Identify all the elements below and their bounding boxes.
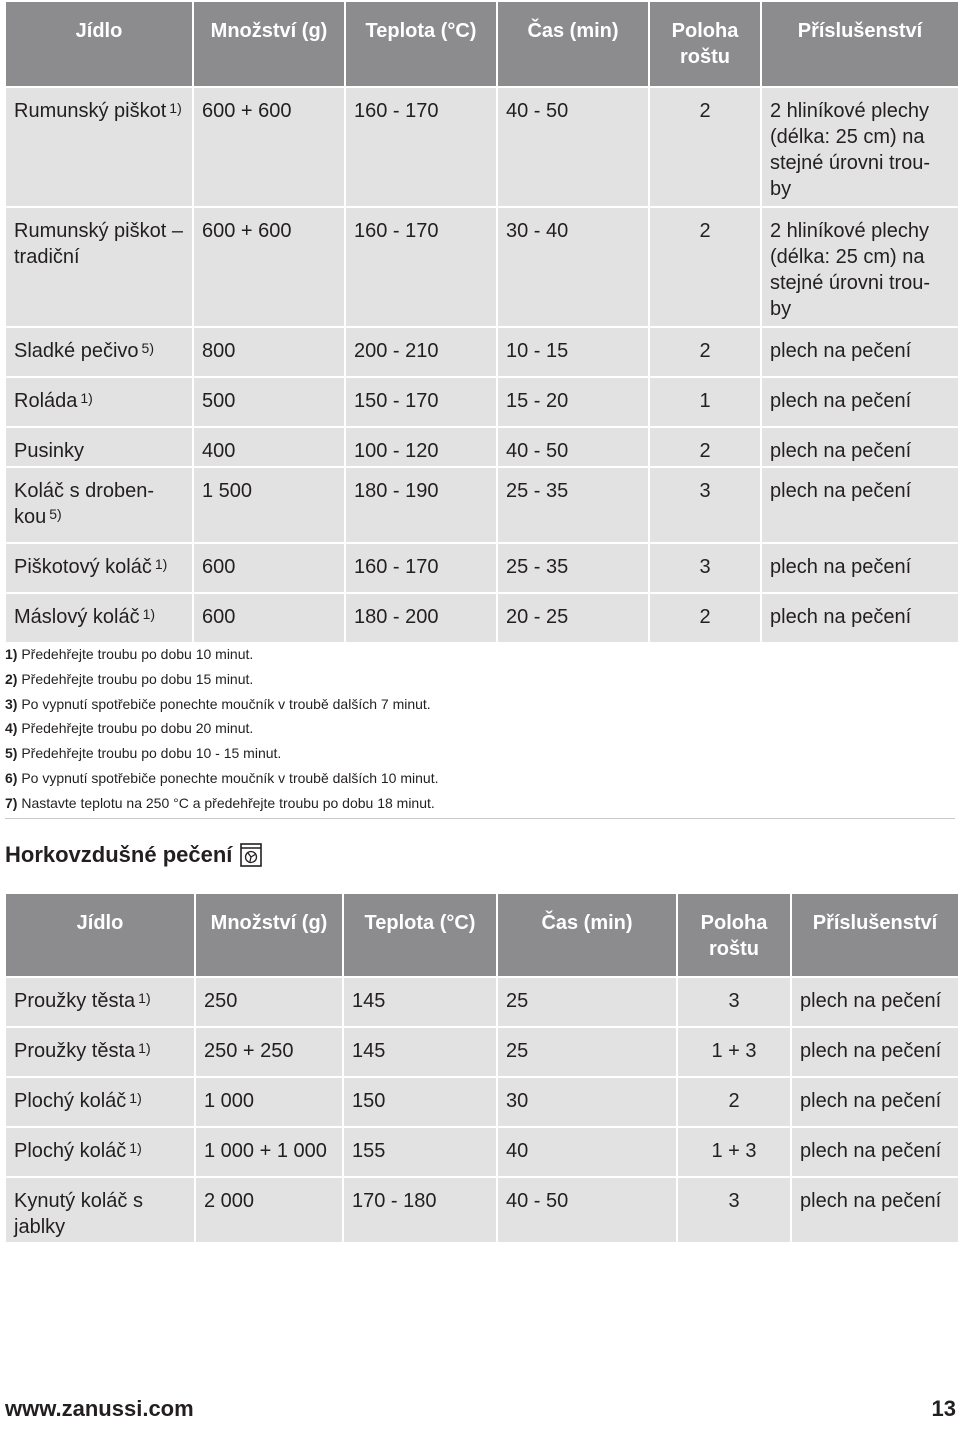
header-time: Čas (min) xyxy=(498,894,676,976)
food-cell xyxy=(6,206,192,326)
temperature-cell-text: 180 - 190 xyxy=(354,480,439,502)
footnote-ref: 1) xyxy=(129,1140,142,1156)
footer-url: www.zanussi.com xyxy=(5,1396,194,1421)
accessory-cell xyxy=(762,86,958,206)
footnote-text: Předehřejte troubu po dobu 15 minut. xyxy=(21,670,254,687)
food-cell-text: Plochý koláč xyxy=(14,1140,127,1162)
amount-cell xyxy=(194,592,344,642)
page-number: 13 xyxy=(931,1396,956,1421)
time-cell-text: 40 xyxy=(506,1140,529,1162)
time-cell xyxy=(498,976,676,1026)
shelf-position-cell xyxy=(678,976,790,1026)
amount-cell xyxy=(194,466,344,542)
temperature-cell-text: 145 xyxy=(352,1040,386,1062)
footnote-ref: 5) xyxy=(49,506,62,522)
food-cell xyxy=(6,592,192,642)
table-row xyxy=(6,1076,958,1126)
temperature-cell-text: 200 - 210 xyxy=(354,340,439,362)
shelf-position-cell xyxy=(650,376,760,426)
time-cell xyxy=(498,466,648,542)
footnote-mark: 1) xyxy=(5,646,18,662)
food-cell-text: Roláda xyxy=(14,390,78,412)
shelf-position-cell xyxy=(650,206,760,326)
time-cell xyxy=(498,1026,676,1076)
footnote-mark: 3) xyxy=(5,695,18,712)
temperature-cell-text: 170 - 180 xyxy=(352,1190,437,1212)
section-heading xyxy=(5,842,262,868)
temperature-cell-text: 180 - 200 xyxy=(354,606,439,628)
accessory-cell xyxy=(792,1176,958,1242)
temperature-cell-text: 160 - 170 xyxy=(354,100,439,122)
footnote-mark: 7) xyxy=(5,794,18,811)
header-shelf-position: Poloha roštu xyxy=(678,894,790,976)
header-accessory: Příslušenství xyxy=(762,2,958,86)
shelf-position-cell-text: 2 xyxy=(699,340,711,362)
temperature-cell-text: 150 - 170 xyxy=(354,390,439,412)
amount-cell-text: 1 500 xyxy=(202,480,253,502)
accessory-cell xyxy=(792,1026,958,1076)
footnote-ref: 1) xyxy=(142,606,156,622)
amount-cell xyxy=(196,976,342,1026)
table-header-row xyxy=(6,2,958,86)
food-cell-text: Koláč s droben-kou xyxy=(14,480,155,528)
time-cell-text: 40 - 50 xyxy=(506,100,569,122)
temperature-cell xyxy=(346,326,496,376)
amount-cell xyxy=(196,1076,342,1126)
temperature-cell xyxy=(346,86,496,206)
header-shelf-position: Poloha roštu xyxy=(650,2,760,86)
table-row xyxy=(6,466,958,542)
footnote-ref: 1) xyxy=(80,390,93,406)
amount-cell-text: 500 xyxy=(202,390,236,412)
amount-cell-text: 1 000 + 1 000 xyxy=(204,1140,327,1162)
amount-cell xyxy=(194,326,344,376)
shelf-position-cell-text: 1 + 3 xyxy=(711,1140,757,1162)
time-cell-text: 15 - 20 xyxy=(506,390,569,412)
food-cell-text: Sladké pečivo xyxy=(14,340,139,362)
table-row xyxy=(6,326,958,376)
time-cell xyxy=(498,206,648,326)
time-cell-text: 40 - 50 xyxy=(506,440,569,462)
food-cell-text: Pusinky xyxy=(14,440,85,462)
footnote-text: Předehřejte troubu po dobu 20 minut. xyxy=(21,720,254,737)
amount-cell-text: 1 000 xyxy=(204,1090,255,1112)
footnotes xyxy=(5,642,955,819)
food-cell xyxy=(6,326,192,376)
footnote xyxy=(5,692,955,717)
fan-oven-icon xyxy=(240,843,262,867)
baking-table-conventional xyxy=(4,2,960,642)
temperature-cell-text: 160 - 170 xyxy=(354,556,439,578)
header-amount: Množství (g) xyxy=(196,894,342,976)
accessory-cell xyxy=(762,326,958,376)
footnote xyxy=(5,667,955,692)
amount-cell xyxy=(196,1026,342,1076)
baking-table-fan xyxy=(4,894,960,1242)
shelf-position-cell xyxy=(650,542,760,592)
time-cell xyxy=(498,542,648,592)
temperature-cell-text: 100 - 120 xyxy=(354,440,439,462)
food-cell-text: Rumunský piškot – tradiční xyxy=(14,220,183,268)
footnote-ref: 5) xyxy=(141,340,154,356)
accessory-cell-text: plech na pečení xyxy=(800,990,942,1012)
shelf-position-cell xyxy=(650,466,760,542)
accessory-cell xyxy=(792,1126,958,1176)
shelf-position-cell xyxy=(650,426,760,466)
amount-cell-text: 250 xyxy=(204,990,238,1012)
table-row xyxy=(6,1026,958,1076)
accessory-cell-text: plech na pečení xyxy=(770,340,912,362)
temperature-cell xyxy=(346,376,496,426)
temperature-cell xyxy=(344,1176,496,1242)
shelf-position-cell xyxy=(650,86,760,206)
amount-cell-text: 600 xyxy=(202,606,236,628)
amount-cell-text: 800 xyxy=(202,340,236,362)
header-food: Jídlo xyxy=(6,2,192,86)
shelf-position-cell-text: 2 xyxy=(699,440,711,462)
food-cell-text: Máslový koláč xyxy=(14,606,140,628)
table-row xyxy=(6,1176,958,1242)
accessory-cell xyxy=(762,376,958,426)
footnote xyxy=(5,766,955,791)
time-cell-text: 25 xyxy=(506,990,529,1012)
footnote-text: Nastavte teplotu na 250 °C a předehřejte troubu po dobu 18 minut. xyxy=(21,794,435,811)
accessory-cell xyxy=(762,206,958,326)
accessory-cell xyxy=(762,592,958,642)
shelf-position-cell xyxy=(678,1176,790,1242)
accessory-cell-text: plech na pečení xyxy=(770,606,912,628)
food-cell-text: Proužky těsta xyxy=(14,1040,136,1062)
temperature-cell-text: 155 xyxy=(352,1140,386,1162)
section-title: Horkovzdušné pečení xyxy=(5,842,233,867)
footnote xyxy=(5,716,955,741)
time-cell-text: 30 - 40 xyxy=(506,220,569,242)
header-accessory: Příslušenství xyxy=(792,894,958,976)
amount-cell xyxy=(194,426,344,466)
accessory-cell-text: plech na pečení xyxy=(800,1040,942,1062)
shelf-position-cell xyxy=(678,1026,790,1076)
food-cell xyxy=(6,1176,194,1242)
accessory-cell xyxy=(762,466,958,542)
amount-cell-text: 600 xyxy=(202,556,236,578)
footnote-mark: 5) xyxy=(5,745,18,762)
shelf-position-cell-text: 1 + 3 xyxy=(711,1040,757,1062)
shelf-position-cell-text: 2 xyxy=(699,220,711,242)
time-cell xyxy=(498,326,648,376)
time-cell-text: 20 - 25 xyxy=(506,606,569,628)
amount-cell xyxy=(194,542,344,592)
footnote-ref: 1) xyxy=(169,100,182,116)
food-cell-text: Proužky těsta xyxy=(14,990,136,1012)
time-cell-text: 30 xyxy=(506,1090,529,1112)
accessory-cell-text: 2 hliníkové plechy (délka: 25 cm) na stejné úrovni trou-by xyxy=(770,220,931,320)
table-row xyxy=(6,426,958,466)
food-cell xyxy=(6,976,194,1026)
temperature-cell xyxy=(344,1126,496,1176)
shelf-position-cell-text: 3 xyxy=(699,480,711,502)
time-cell-text: 10 - 15 xyxy=(506,340,569,362)
shelf-position-cell-text: 2 xyxy=(728,1090,740,1112)
temperature-cell xyxy=(346,426,496,466)
shelf-position-cell-text: 2 xyxy=(699,606,711,628)
food-cell xyxy=(6,376,192,426)
time-cell xyxy=(498,376,648,426)
table-row xyxy=(6,86,958,206)
food-cell xyxy=(6,542,192,592)
footnote-ref: 1) xyxy=(138,1040,151,1056)
footnote-text: Po vypnutí spotřebiče ponechte moučník v troubě dalších 10 minut. xyxy=(21,769,439,786)
accessory-cell-text: plech na pečení xyxy=(800,1140,942,1162)
accessory-cell-text: plech na pečení xyxy=(800,1190,942,1212)
food-cell xyxy=(6,1126,194,1176)
temperature-cell xyxy=(346,542,496,592)
accessory-cell-text: plech na pečení xyxy=(770,480,912,502)
accessory-cell-text: plech na pečení xyxy=(770,390,912,412)
amount-cell xyxy=(194,206,344,326)
table-row xyxy=(6,976,958,1026)
footnote-mark: 6) xyxy=(5,769,18,786)
amount-cell-text: 250 + 250 xyxy=(204,1040,294,1062)
accessory-cell xyxy=(762,542,958,592)
header-amount: Množství (g) xyxy=(194,2,344,86)
footnote-text: Předehřejte troubu po dobu 10 - 15 minut. xyxy=(21,745,282,762)
food-cell xyxy=(6,1026,194,1076)
time-cell-text: 25 - 35 xyxy=(506,480,569,502)
accessory-cell xyxy=(792,1076,958,1126)
header-food: Jídlo xyxy=(6,894,194,976)
food-cell-text: Kynutý koláč s jablky xyxy=(14,1190,143,1238)
footnote xyxy=(5,791,955,816)
accessory-cell xyxy=(762,426,958,466)
footnote xyxy=(5,741,955,766)
footnote-text: Po vypnutí spotřebiče ponechte moučník v troubě dalších 7 minut. xyxy=(21,695,431,712)
food-cell-text: Rumunský piškot xyxy=(14,100,167,122)
amount-cell-text: 600 + 600 xyxy=(202,220,292,242)
temperature-cell xyxy=(346,206,496,326)
accessory-cell-text: plech na pečení xyxy=(770,440,912,462)
temperature-cell xyxy=(344,1076,496,1126)
food-cell xyxy=(6,1076,194,1126)
table-header-row xyxy=(6,894,958,976)
header-temperature: Teplota (°C) xyxy=(344,894,496,976)
table-row xyxy=(6,1126,958,1176)
footnote-text: Předehřejte troubu po dobu 10 minut. xyxy=(21,646,254,662)
amount-cell xyxy=(194,86,344,206)
shelf-position-cell-text: 3 xyxy=(699,556,711,578)
footnote-ref: 1) xyxy=(129,1090,142,1106)
shelf-position-cell-text: 2 xyxy=(699,100,711,122)
table-row xyxy=(6,542,958,592)
footnote-mark: 2) xyxy=(5,670,18,687)
temperature-cell-text: 150 xyxy=(352,1090,386,1112)
time-cell xyxy=(498,1076,676,1126)
table-row xyxy=(6,592,958,642)
shelf-position-cell-text: 3 xyxy=(728,1190,740,1212)
time-cell xyxy=(498,1126,676,1176)
shelf-position-cell-text: 1 xyxy=(699,390,711,412)
time-cell xyxy=(498,426,648,466)
temperature-cell-text: 160 - 170 xyxy=(354,220,439,242)
footnote-ref: 1) xyxy=(138,990,151,1006)
header-temperature: Teplota (°C) xyxy=(346,2,496,86)
footnote xyxy=(5,642,955,667)
amount-cell-text: 2 000 xyxy=(204,1190,255,1212)
accessory-cell xyxy=(792,976,958,1026)
food-cell-text: Plochý koláč xyxy=(14,1090,127,1112)
accessory-cell-text: plech na pečení xyxy=(800,1090,942,1112)
amount-cell xyxy=(194,376,344,426)
header-time: Čas (min) xyxy=(498,2,648,86)
amount-cell-text: 600 + 600 xyxy=(202,100,292,122)
shelf-position-cell xyxy=(650,326,760,376)
time-cell xyxy=(498,1176,676,1242)
amount-cell-text: 400 xyxy=(202,440,236,462)
accessory-cell-text: 2 hliníkové plechy (délka: 25 cm) na stejné úrovni trou-by xyxy=(770,100,931,200)
temperature-cell xyxy=(346,466,496,542)
time-cell xyxy=(498,86,648,206)
footnote-ref: 1) xyxy=(154,556,168,572)
time-cell-text: 25 xyxy=(506,1040,529,1062)
time-cell-text: 25 - 35 xyxy=(506,556,569,578)
shelf-position-cell-text: 3 xyxy=(728,990,740,1012)
food-cell-text: Piškotový koláč xyxy=(14,556,152,578)
food-cell xyxy=(6,426,192,466)
temperature-cell xyxy=(346,592,496,642)
shelf-position-cell xyxy=(678,1126,790,1176)
amount-cell xyxy=(196,1176,342,1242)
temperature-cell xyxy=(344,976,496,1026)
table-row xyxy=(6,376,958,426)
time-cell-text: 40 - 50 xyxy=(506,1190,569,1212)
food-cell xyxy=(6,86,192,206)
amount-cell xyxy=(196,1126,342,1176)
time-cell xyxy=(498,592,648,642)
shelf-position-cell xyxy=(678,1076,790,1126)
food-cell xyxy=(6,466,192,542)
shelf-position-cell xyxy=(650,592,760,642)
temperature-cell xyxy=(344,1026,496,1076)
table-row xyxy=(6,206,958,326)
accessory-cell-text: plech na pečení xyxy=(770,556,912,578)
footnote-mark: 4) xyxy=(5,720,18,737)
temperature-cell-text: 145 xyxy=(352,990,386,1012)
